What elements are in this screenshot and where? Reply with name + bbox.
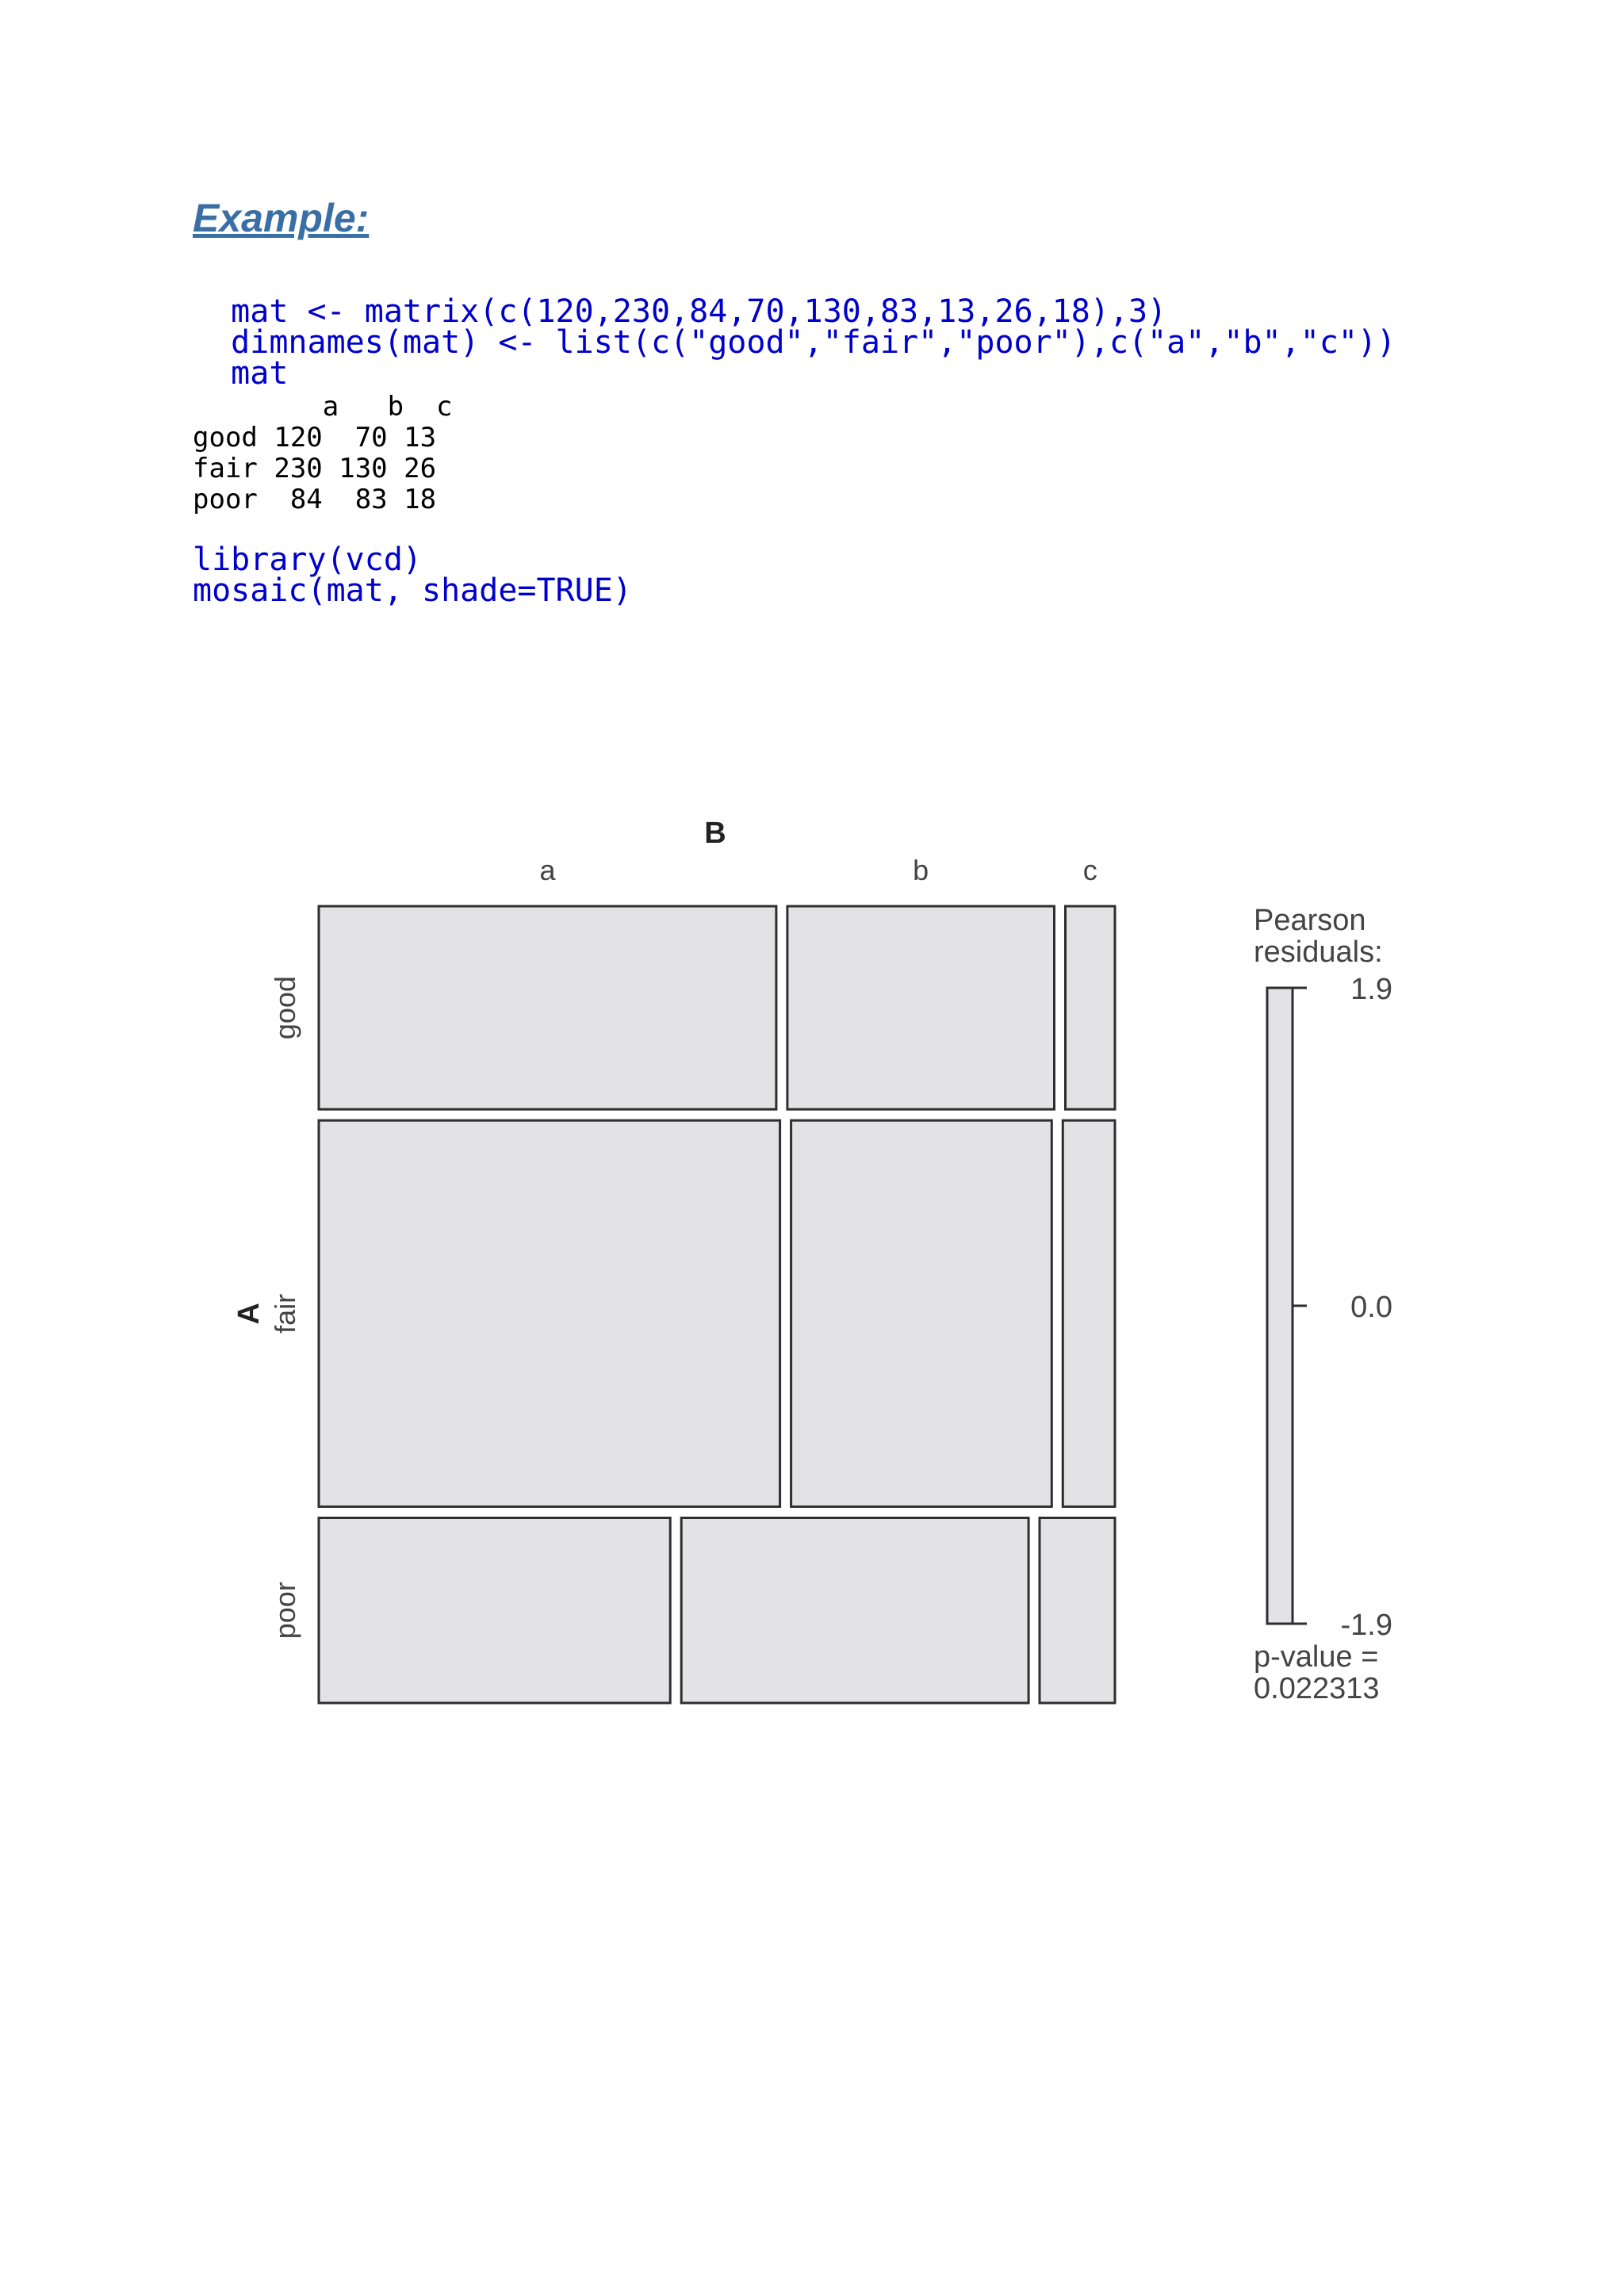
table-row: fair 230 130 26 [193,453,437,484]
legend-title: Pearson [1254,904,1366,937]
code-line: dimnames(mat) <- list(c("good","fair","poor"),c("a","b","c")) [193,324,1396,361]
legend-tick-label: 1.9 [1350,973,1392,1006]
code-line: mat <- matrix(c(120,230,84,70,130,83,13,26,18),3) [193,293,1167,330]
mosaic-tile [791,1120,1052,1506]
mosaic-tile [1066,906,1116,1109]
legend-title: residuals: [1254,936,1383,969]
col-label: a [539,854,556,886]
mosaic-tile [681,1518,1028,1704]
mosaic-tile [787,906,1055,1109]
pvalue-value: 0.022313 [1254,1672,1380,1705]
mosaic-tile [319,1518,670,1704]
row-label: good [269,976,301,1040]
table-row: poor 84 83 18 [193,484,437,515]
legend-tick-label: -1.9 [1340,1609,1392,1642]
code-line: mosaic(mat, shade=TRUE) [193,572,632,609]
col-label: b [913,854,929,886]
mosaic-tile [319,1120,780,1506]
legend-color-bar [1267,988,1293,1624]
row-label: poor [269,1582,301,1640]
table-header: a b c [193,391,453,423]
table-row: good 120 70 13 [193,422,437,453]
mosaic-plot [0,785,1624,1736]
mosaic-tile [319,906,776,1109]
code-line: library(vcd) [193,541,422,578]
example-heading: Example: [193,196,370,240]
code-line: mat [193,355,289,392]
legend-tick-label: 0.0 [1350,1291,1392,1324]
mosaic-tile [1063,1120,1115,1506]
pvalue-label: p-value = [1254,1640,1379,1674]
mosaic-tile [1040,1518,1115,1704]
col-variable-label: B [704,817,726,850]
row-variable-label: A [232,1303,266,1325]
col-label: c [1082,854,1097,886]
row-label: fair [269,1293,301,1334]
